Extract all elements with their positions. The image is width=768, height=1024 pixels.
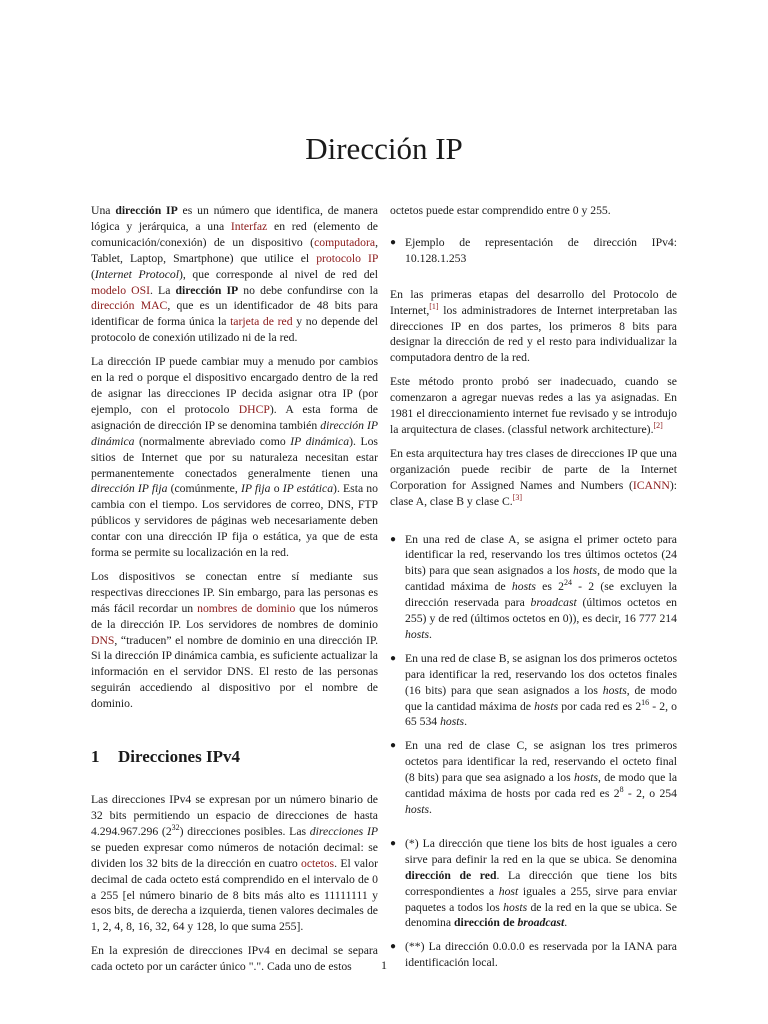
bullet-icon: ● xyxy=(390,740,397,752)
intro-paragraph-1: Una dirección IP es un número que identifica, de manera lógica y jerárquica, a una Interfaz en red (elemento de comunicación/conexión) de un dispositivo (computadora, Tablet, Laptop, Smartphone) que utilice el protocolo IP (Internet Protocol), que corresponde al nivel de red del modelo OSI. La dirección IP no debe confundirse con la dirección MAC, que es un identificador de 48 bits para identificar de forma única la tarjeta de red y no depende del protocolo de conexión utilizado ni de la red. xyxy=(91,204,379,345)
section-heading xyxy=(91,746,378,768)
bullet-icon: ● xyxy=(390,837,397,849)
ipv4-paragraph-3: octetos puede estar comprendido entre 0 y 255. xyxy=(390,204,611,217)
list-item-note-1: ● (*) La dirección que tiene los bits de host iguales a cero sirve para definir la red en la que se ubica. Se denomina dirección de red. La dirección que tiene los bits correspondientes a host iguales a 255, sirve para enviar paquetes a todos los hosts de la red en la que se ubica. Se denomina dirección de broadcast. xyxy=(390,836,678,930)
intro-paragraph-3: Los dispositivos se conectan entre sí mediante sus respectivas direcciones IP. Sin embargo, para las personas es más fácil recordar un nombres de dominio que los números de la dirección IP. Los servidores de nombres de dominio DNS, “traducen” el nombre de dominio en una dirección IP. Si la dirección IP dinámica cambia, es suficiente actualizar la información en el servidor DNS. El resto de las personas seguirán accediendo al dispositivo por el nombre de dominio. xyxy=(91,569,379,711)
page-number: 1 xyxy=(381,958,387,972)
ipv4-paragraph-4: En las primeras etapas del desarrollo del Protocolo de Internet,[1] los administradores de Internet interpretaban las direcciones IP en dos partes, los primeros 8 bits para designar la dirección de red y el resto para individualizar la computadora dentro de la red. xyxy=(390,287,677,365)
ipv4-paragraph-6: En esta arquitectura hay tres clases de direcciones IP que una organización puede recibir de parte de la Internet Corporation for Assigned Names and Numbers (ICANN): clase A, clase B y clase C.[3] xyxy=(390,446,677,508)
direccion-mac-link[interactable]: dirección MAC xyxy=(91,299,168,313)
interfaz-link[interactable]: Interfaz xyxy=(230,219,268,233)
bullet-icon: ● xyxy=(390,533,397,545)
bullet-icon: ● xyxy=(390,652,397,664)
icann-link[interactable]: ICANN xyxy=(632,478,670,492)
ref-3-link[interactable]: [3] xyxy=(512,492,523,502)
ref-2-link[interactable]: [2] xyxy=(653,421,663,431)
list-item: ● Ejemplo de representación de dirección IPv4: 10.128.1.253 xyxy=(390,235,677,265)
ipv4-paragraph-2: En la expresión de direcciones IPv4 en decimal se separa cada octeto por un carácter único ".". Cada uno de estos xyxy=(91,944,378,974)
list-item-class-b: ● En una red de clase B, se asignan los dos primeros octetos para identificar la red, reservando los dos octetos finales (16 bits) para que sean asignados a los hosts, de modo que la cantidad máxima de hosts por cada red es $2^{16} - 2$, o 65 534 hosts. xyxy=(390,651,678,729)
class-list xyxy=(390,532,677,818)
left-column xyxy=(91,203,378,983)
dhcp-link[interactable]: DHCP xyxy=(238,402,270,416)
ipv4-paragraph-5: Este método pronto probó ser inadecuado, cuando se comenzaron a agregar nuevas redes a las ya asignadas. En 1981 el direccionamiento internet fue revisado y se introdujo la arquitectura de clases. (classful network architecture).[2] xyxy=(390,375,677,436)
example-list xyxy=(390,235,677,267)
dns-link[interactable]: DNS xyxy=(91,633,115,647)
protocolo-ip-link[interactable]: protocolo IP xyxy=(316,251,378,265)
tarjeta-de-red-link[interactable]: tarjeta de red xyxy=(230,315,293,329)
intro-paragraph-2: La dirección IP puede cambiar muy a menudo por cambios en la red o porque el dispositivo encargado dentro de la red de asignar las direcciones IP decida asignar otra IP (por ejemplo, con el protocolo DHCP). A esta forma de asignación de dirección IP se denomina también dirección IP dinámica (normalmente abreviado como IP dinámica). Los sitios de Internet que por su naturaleza necesitan estar permanentemente conectados generalmente tienen una dirección IP fija (comúnmente, IP fija o IP estática). Esta no cambia con el tiempo. Los servidores de correo, DNS, FTP públicos y servidores de páginas web necesariamente deben contar con una dirección IP fija o estática, ya que de esta forma se permite su localización en la red. xyxy=(91,355,379,560)
bullet-icon: ● xyxy=(390,941,397,953)
section-number: 1 xyxy=(91,747,100,767)
section-title: Direcciones IPv4 xyxy=(118,747,240,767)
right-column xyxy=(390,203,677,979)
list-item-note-2: ● (**) La dirección 0.0.0.0 es reservada por la IANA para identificación local. xyxy=(390,940,677,970)
octetos-link[interactable]: octetos xyxy=(301,856,335,870)
notes-list xyxy=(390,836,677,971)
list-item-class-a: ● En una red de clase A, se asigna el primer octeto para identificar la red, reservando los tres últimos octetos (24 bits) para que sean asignados a los hosts, de modo que la cantidad máxima de hosts es $2^{24} - 2$ (se excluyen la dirección reservada para broadcast (últimos octetos en 255) y de red (últimos octetos en 0)), es decir, 16 777 214 hosts. xyxy=(390,532,678,641)
nombres-de-dominio-link[interactable]: nombres de dominio xyxy=(197,601,296,615)
ipv4-paragraph-1: Las direcciones IPv4 se expresan por un número binario de 32 bits permitiendo un espacio de direcciones de hasta 4.294.967.296 $(2^{32})$ direcciones posibles. Las direcciones IP se pueden expresar como números de notación decimal: se dividen los 32 bits de la dirección en cuatro octetos. El valor decimal de cada octeto está comprendido en el intervalo de 0 a 255 [el número binario de 8 bits más alto es 11111111 y esos bits, de derecha a izquierda, tienen valores decimales de 1, 2, 4, 8, 16, 32, 64 y 128, lo que suma 255]. xyxy=(91,793,378,934)
modelo-osi-link[interactable]: modelo OSI xyxy=(91,283,151,297)
bullet-icon: ● xyxy=(390,236,397,248)
computadora-link[interactable]: computadora xyxy=(314,235,376,249)
page-title: Dirección IP xyxy=(305,130,463,166)
ref-1-link[interactable]: [1] xyxy=(429,301,439,311)
list-item-class-c: ● En una red de clase C, se asignan los tres primeros octetos para identificar la red, reservando el octeto final (8 bits) para que sea asignado a los hosts, de modo que la cantidad máxima de hosts por cada red es $2^8 - 2$, o 254 hosts. xyxy=(390,739,678,816)
